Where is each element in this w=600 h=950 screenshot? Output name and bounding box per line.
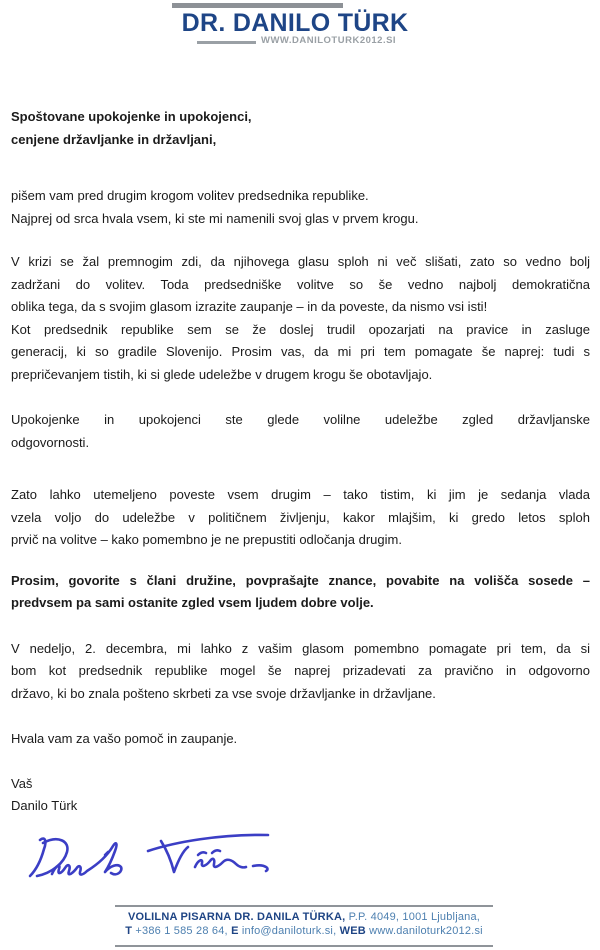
footer-bottom-rule bbox=[115, 945, 493, 947]
paragraph-sunday: V nedeljo, 2. decembra, mi lahko z vašim glasom pomembno pomagate pri tem, da si bom kot predsednik republike mogel še naprej prizadevati za pravično in odgovorno državo, ki bo znala pošteno skrbeti za vse svoje državljanke in državljane. bbox=[11, 640, 590, 701]
logo-underline-rule bbox=[197, 41, 256, 44]
salutation-line: Spoštovane upokojenke in upokojenci, bbox=[11, 109, 252, 124]
paragraph-crisis: V krizi se žal premnogim zdi, da njihovega glasu sploh ni več slišati, zato so vedno bolj zadržani do volitev. Toda predsedniške volitve so še vedno najbolj demokratična oblika tega, da s svojim glasom izrazite zaupanje – in da poveste, da nismo vsi isti! bbox=[11, 254, 590, 314]
signer-name: Danilo Türk bbox=[11, 798, 78, 813]
salutation-line: cenjene državljanke in državljani, bbox=[11, 131, 217, 147]
closing-word: Vaš bbox=[11, 775, 33, 791]
paragraph-appeal: Prosim, govorite s člani družine, povprašajte znance, povabite na volišča sosede – predvsem pa sami ostanite zgled vsem ljudem dobre volje. bbox=[11, 572, 590, 610]
footer-top-rule bbox=[115, 905, 493, 907]
phone-label: T bbox=[125, 924, 133, 937]
email-address: info@daniloturk.si, bbox=[241, 924, 337, 937]
footer-address-line bbox=[92, 911, 516, 925]
signature-image bbox=[10, 822, 290, 897]
web-label: WEB bbox=[339, 924, 366, 937]
paragraph-president: Kot predsednik republike sem se že doslej trudil opozarjati na pravice in zasluge generacij, ki so gradile Slovenijo. Prosim vas, da mi pri tem pomagate še naprej: tudi s prepričevanjem tistih, ki si glede udeležbe v drugem krogu še obotavljajo. bbox=[11, 321, 590, 382]
intro-line: Najprej od srca hvala vsem, ki ste mi namenili svoj glas v prvem krogu. bbox=[11, 210, 419, 226]
footer-office-address: P.P. 4049, 1001 Ljubljana, bbox=[348, 911, 481, 923]
intro-line: pišem vam pred drugim krogom volitev predsednika republike. bbox=[11, 188, 369, 203]
paragraph-thanks: Hvala vam za vašo pomoč in zaupanje. bbox=[11, 731, 238, 746]
letter-body bbox=[11, 106, 590, 818]
email-label: E bbox=[231, 924, 239, 937]
logo-website: WWW.DANILOTURK2012.SI bbox=[261, 35, 397, 46]
web-address: www.daniloturk2012.si bbox=[369, 924, 483, 937]
phone-number: +386 1 585 28 64, bbox=[135, 924, 228, 937]
footer bbox=[92, 911, 516, 938]
logo-title: DR. DANILO TÜRK bbox=[181, 9, 409, 37]
footer-contact-line bbox=[92, 925, 516, 939]
footer-office-name: VOLILNA PISARNA DR. DANILA TÜRKA, bbox=[127, 911, 346, 923]
logo-top-rule bbox=[172, 3, 343, 8]
paragraph-example: Upokojenke in upokojenci ste glede volilne udeležbe zgled državljanske odgovornosti. bbox=[11, 412, 590, 450]
paragraph-reason: Zato lahko utemeljeno poveste vsem drugim – tako tistim, ki jim je sedanja vlada vzela voljo do udeležbe v političnem življenju, kakor mlajšim, ki gredo letos sploh prvič na volitve – kako pomembno je ne prepustiti odločanja drugim. bbox=[11, 487, 590, 547]
